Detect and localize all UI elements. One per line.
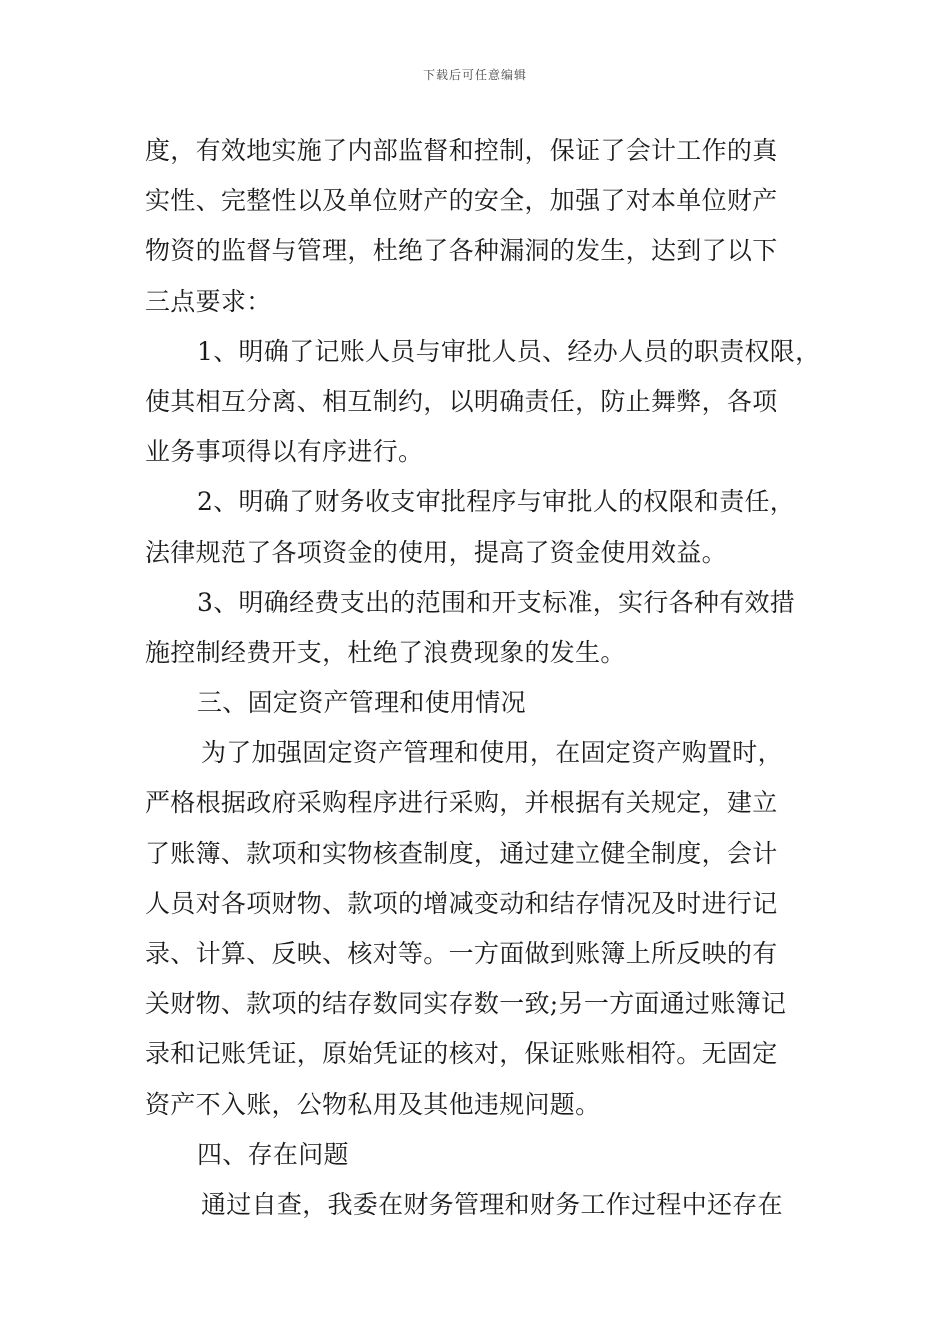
document-body bbox=[145, 126, 821, 1230]
paragraph-line: 关财物、款项的结存数同实存数一致;另一方面通过账簿记 bbox=[145, 989, 787, 1019]
paragraph-line: 实性、完整性以及单位财产的安全，加强了对本单位财产 bbox=[145, 186, 778, 216]
paragraph-line: 录和记账凭证，原始凭证的核对，保证账账相符。无固定 bbox=[145, 1039, 778, 1069]
paragraph-line: 严格根据政府采购程序进行采购，并根据有关规定，建立 bbox=[145, 788, 778, 818]
paragraph-line: 施控制经费开支，杜绝了浪费现象的发生。 bbox=[145, 637, 626, 667]
section-heading: 四、存在问题 bbox=[197, 1139, 349, 1169]
paragraph-line: 通过自查，我委在财务管理和财务工作过程中还存在 bbox=[201, 1189, 783, 1219]
paragraph-line: 资产不入账，公物私用及其他违规问题。 bbox=[145, 1089, 601, 1119]
paragraph-line: 业务事项得以有序进行。 bbox=[145, 437, 424, 467]
paragraph-line: 人员对各项财物、款项的增减变动和结存情况及时进行记 bbox=[145, 888, 778, 918]
paragraph-line: 三点要求： bbox=[145, 286, 272, 316]
page-header-note: 下载后可任意编辑 bbox=[422, 68, 527, 82]
paragraph-line: 3、明确经费支出的范围和开支标准，实行各种有效措 bbox=[197, 587, 796, 617]
paragraph-line: 2、明确了财务收支审批程序与审批人的权限和责任， bbox=[197, 487, 796, 517]
paragraph-line: 度，有效地实施了内部监督和控制，保证了会计工作的真 bbox=[145, 136, 778, 165]
paragraph-line: 物资的监督与管理，杜绝了各种漏洞的发生，达到了以下 bbox=[145, 236, 778, 266]
paragraph-line: 录、计算、反映、核对等。一方面做到账簿上所反映的有 bbox=[145, 939, 778, 968]
paragraph-line: 为了加强固定资产管理和使用，在固定资产购置时， bbox=[201, 738, 783, 768]
section-heading: 三、固定资产管理和使用情况 bbox=[197, 688, 526, 718]
paragraph-line: 法律规范了各项资金的使用，提高了资金使用效益。 bbox=[145, 537, 727, 567]
paragraph-line: 1、明确了记账人员与审批人员、经办人员的职责权限， bbox=[197, 336, 821, 366]
paragraph-line: 使其相互分离、相互制约，以明确责任，防止舞弊，各项 bbox=[145, 386, 778, 416]
paragraph-line: 了账簿、款项和实物核查制度，通过建立健全制度，会计 bbox=[145, 838, 778, 868]
